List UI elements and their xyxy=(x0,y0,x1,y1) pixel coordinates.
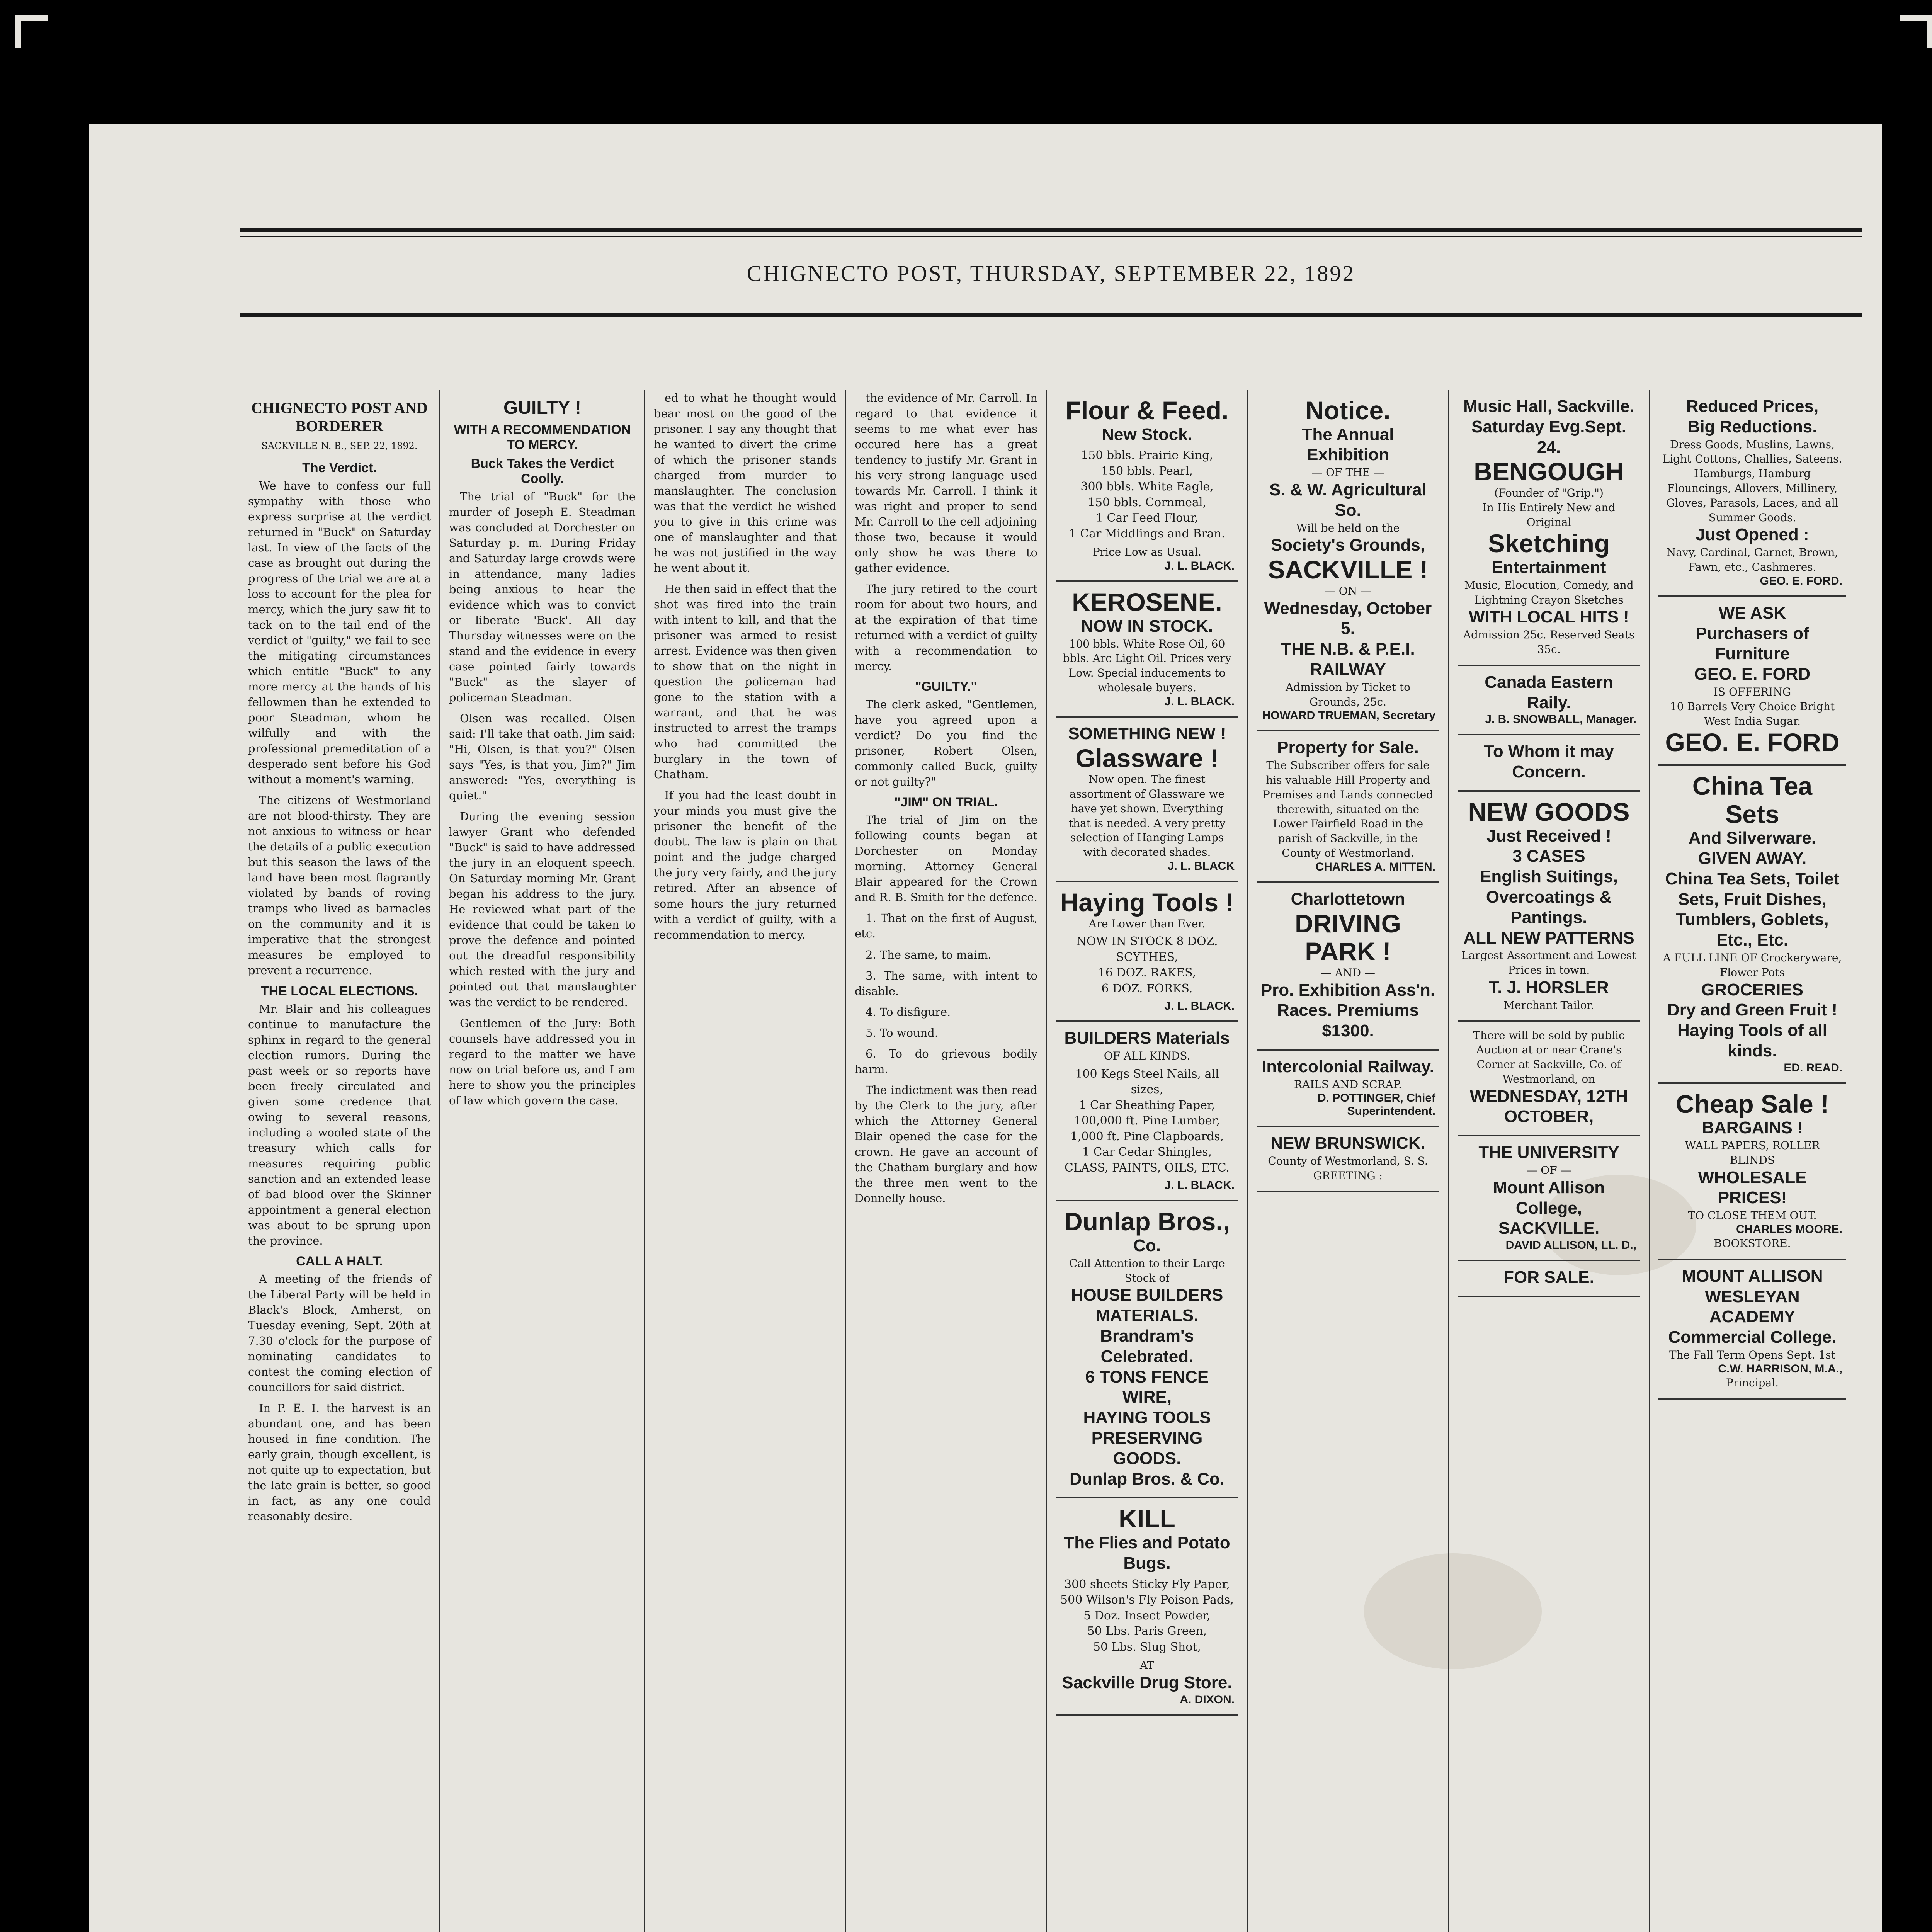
ad-body: 100 bbls. White Rose Oil, 60 bbls. Arc Light Oil. Prices very Low. Special inducements to wholesale buyers. xyxy=(1063,637,1231,694)
masthead xyxy=(240,228,1862,367)
article-text: The clerk asked, "Gentlemen, have you agreed upon a verdict? Do you find the prisoner, Robert Olsen, commonly called Buck, guilty or not guilty?" xyxy=(855,698,1037,789)
ad-note: GREETING : xyxy=(1313,1169,1383,1182)
ad-subhead: Dry and Green Fruit ! xyxy=(1667,1000,1838,1020)
headline-verdict: The Verdict. xyxy=(302,461,377,475)
column-editorial xyxy=(240,390,440,1932)
ad-note: Will be held on the xyxy=(1296,521,1400,534)
ad-note: Principal. xyxy=(1726,1376,1779,1389)
ad-note: BOOKSTORE. xyxy=(1714,1237,1791,1250)
ad-subhead: Charlottetown xyxy=(1291,889,1405,908)
ad-list-item: 1 Car Sheathing Paper, xyxy=(1079,1098,1215,1112)
dateline: SACKVILLE N. B., SEP. 22, 1892. xyxy=(261,440,418,451)
ad-subhead: S. & W. Agricultural So. xyxy=(1269,480,1427,520)
ad-cheap-sale xyxy=(1658,1084,1846,1260)
ad-signature: GEO. E. FORD xyxy=(1665,728,1840,757)
ad-kill xyxy=(1056,1498,1238,1715)
ad-headline: BENGOUGH xyxy=(1474,457,1624,486)
ad-subhead: County of Westmorland, S. S. xyxy=(1268,1155,1428,1168)
ad-headline: Big Reductions. xyxy=(1687,417,1817,436)
ad-subhead: WHOLESALE PRICES! xyxy=(1698,1168,1807,1208)
ad-university xyxy=(1458,1136,1640,1261)
masthead-rule xyxy=(240,228,1862,232)
ad-list xyxy=(1060,448,1235,542)
subhead: Buck Takes the Verdict Coolly. xyxy=(471,456,614,486)
ad-subhead: China Tea Sets, Toilet Sets, Fruit Dishes, Tumblers, Goblets, Etc., Etc. xyxy=(1665,869,1840,950)
ad-headline: China Tea Sets xyxy=(1692,771,1813,828)
ad-body: WALL PAPERS, ROLLER BLINDS xyxy=(1685,1139,1820,1167)
ad-new-goods xyxy=(1458,792,1640,1022)
ad-china xyxy=(1658,766,1846,1084)
article-text: A meeting of the friends of the Liberal Party will be held in Black's Block, Amherst, on Tuesday evening, Sept. 20th at 7.30 o'clock for the purpose of nominating candidates to contest the coming election of councillors for said district. xyxy=(248,1272,431,1394)
ad-body: 10 Barrels Very Choice Bright West India Sugar. xyxy=(1670,700,1835,728)
ad-note: AT xyxy=(1139,1659,1155,1672)
ad-list-item: CLASS, PAINTS, OILS, ETC. xyxy=(1064,1161,1230,1175)
ad-subhead: 3 CASES xyxy=(1512,847,1585,866)
ad-headline: Reduced Prices, xyxy=(1686,397,1819,416)
ad-list-item: 150 bbls. Cornmeal, xyxy=(1087,495,1207,509)
ad-list-item: 300 bbls. White Eagle, xyxy=(1080,480,1214,494)
article-text: Mr. Blair and his colleagues continue to manufacture the sphinx in regard to the general election rumors. During the past week or so reports have been freely circulated and given some credence that owing to several reasons, including a wooled state of the treasury which calls for measures requiring public sanction and an extended lease of bad blood over the Skinner appointment a general election was about to be sprung upon the province. xyxy=(248,1002,431,1247)
ad-note: In His Entirely New and Original xyxy=(1482,501,1616,529)
ad-headline: FOR SALE. xyxy=(1503,1268,1594,1287)
ad-subhead: RAILS AND SCRAP. xyxy=(1294,1078,1402,1091)
ad-headline: Notice. xyxy=(1305,396,1391,425)
ad-subhead: And Silverware. xyxy=(1688,828,1816,848)
ad-subhead: GIVEN AWAY. xyxy=(1698,849,1807,868)
article-text: the evidence of Mr. Carroll. In regard to that evidence it seems to me what ever has occured here has a great tendency to justify Mr. Grant in his very strong language used towards Mr. Carroll. I think it was right and proper to send Mr. Carroll to the cell adjoining those two, because it would only show he was there to gather evidence. xyxy=(855,391,1037,575)
ad-list-item: 150 bbls. Pearl, xyxy=(1101,464,1193,478)
ad-subhead: NOW IN STOCK. xyxy=(1081,616,1213,636)
headline-guilty: GUILTY ! xyxy=(503,398,581,418)
ad-signature: J. B. SNOWBALL, Manager. xyxy=(1485,713,1636,726)
ad-headline: Flour & Feed. xyxy=(1065,396,1229,425)
ad-note: IS OFFERING xyxy=(1713,685,1791,698)
ad-intercolonial xyxy=(1257,1051,1439,1128)
ad-note: Admission 25c. Reserved Seats 35c. xyxy=(1463,628,1635,656)
ad-body: Hamburgs, Hamburg Flouncings, Allovers, Millinery, Gloves, Parasols, Laces, and all Summer Goods. xyxy=(1666,467,1838,524)
article-text: He then said in effect that the shot was fired into the train with intent to kill, and that the prisoner was armed to resist arrest. Evidence was then given to show that on the night in question the policeman had gone to the station with a warrant, and that he was instructed to arrest the tramps who had committed the burglary in the town of Chatham. xyxy=(654,582,837,781)
ad-list-item: NOW IN STOCK 8 DOZ. SCYTHES, xyxy=(1076,935,1218,964)
headline-jim: "JIM" ON TRIAL. xyxy=(894,795,998,810)
ad-note: The Fall Term Opens Sept. 1st xyxy=(1669,1349,1836,1362)
ad-body: The Subscriber offers for sale his valuable Hill Property and Premises and Lands connected therewith, situated on the Lower Fairfield Road in the parish of Sackville, in the County of Westmorland. xyxy=(1262,759,1434,859)
ad-signature: Dunlap Bros. & Co. xyxy=(1070,1469,1225,1488)
ad-headline: WESLEYAN ACADEMY xyxy=(1705,1287,1800,1327)
ad-note: Merchant Tailor. xyxy=(1503,998,1594,1012)
count-item: 5. To wound. xyxy=(866,1026,939,1039)
ad-note: — ON — xyxy=(1324,584,1372,597)
ad-headline: Sackville Drug Store. xyxy=(1062,1673,1232,1692)
ad-headline: Purchasers of Furniture xyxy=(1696,624,1809,663)
ad-headline: Property for Sale. xyxy=(1277,738,1419,757)
ad-signature: A. DIXON. xyxy=(1180,1693,1235,1706)
ad-note: Price Low as Usual. xyxy=(1092,546,1202,559)
ad-headline: To Whom it may Concern. xyxy=(1484,742,1614,782)
ad-list-item: 1 Car Feed Flour, xyxy=(1095,511,1199,525)
ad-subhead: New Stock. xyxy=(1102,425,1192,444)
ad-subhead: SACKVILLE. xyxy=(1498,1219,1600,1238)
ad-headline: KILL xyxy=(1119,1504,1175,1533)
ad-headline: Intercolonial Railway. xyxy=(1262,1057,1434,1076)
ad-subhead: Just Opened : xyxy=(1696,525,1809,544)
ad-builders xyxy=(1056,1022,1238,1201)
newspaper-page xyxy=(89,124,1882,1932)
ad-list-item: 100,000 ft. Pine Lumber, xyxy=(1074,1114,1220,1128)
article-text: The jury retired to the court room for about two hours, and at the expiration of that time returned with a verdict of guilty with a recommendation to mercy. xyxy=(855,582,1037,673)
ad-headline: PRESERVING GOODS. xyxy=(1091,1428,1203,1468)
ad-for-sale xyxy=(1458,1261,1640,1297)
count-item: 2. The same, to maim. xyxy=(866,948,992,961)
ad-headline: 6 TONS FENCE WIRE, xyxy=(1085,1367,1209,1407)
ad-list xyxy=(1060,1066,1235,1176)
ad-signature: J. L. BLACK. xyxy=(1164,560,1235,573)
ad-reduced-prices xyxy=(1658,390,1846,597)
ad-glassware xyxy=(1056,718,1238,882)
ad-bengough xyxy=(1458,390,1640,666)
ad-headline: Co. xyxy=(1133,1236,1161,1255)
ad-list-item: 6 DOZ. FORKS. xyxy=(1101,981,1193,995)
ad-subhead: Call Attention to their Large Stock of xyxy=(1069,1257,1225,1284)
ad-headline: SACKVILLE ! xyxy=(1268,555,1428,584)
ad-headline: NEW GOODS xyxy=(1468,797,1630,826)
ad-subhead: MOUNT ALLISON xyxy=(1682,1266,1823,1286)
ad-academy xyxy=(1658,1260,1846,1400)
ad-subhead: Wednesday, October 5. xyxy=(1264,599,1432,638)
column-music-hall xyxy=(1449,390,1650,1932)
ad-list-item: 500 Wilson's Fly Poison Pads, xyxy=(1060,1593,1234,1607)
masthead-rule xyxy=(240,313,1862,317)
ad-subhead: OF ALL KINDS. xyxy=(1104,1049,1190,1063)
columns xyxy=(240,390,1862,1932)
article-text: The trial of "Buck" for the murder of Joseph E. Steadman was concluded at Dorchester on Saturday p. m. During Friday and Saturday large crowds were in attendance, many ladies being anxious to hear the evidence which was to convict or liberate 'Buck'. All day Thursday witnesses were on the stand and the evidence in every case pointed fairly towards "Buck" as the slayer of policeman Steadman. xyxy=(449,490,636,704)
ad-headline: Brandram's Celebrated. xyxy=(1100,1327,1194,1366)
ad-list xyxy=(1060,1577,1235,1655)
ad-body: Now open. The finest assortment of Glassware we have yet shown. Everything that is needed. A very pretty selection of Hanging Lamps with decorated shades. xyxy=(1068,773,1226,859)
ad-headline: KEROSENE. xyxy=(1072,588,1222,617)
ad-signature: GEO. E. FORD xyxy=(1694,665,1811,684)
paper-name: CHIGNECTO POST AND BORDERER xyxy=(251,399,428,435)
ad-exhibition-notice xyxy=(1257,390,1439,731)
ad-note: TO CLOSE THEM OUT. xyxy=(1688,1209,1817,1222)
ad-list-item: 50 Lbs. Slug Shot, xyxy=(1093,1640,1201,1654)
ad-headline: BUILDERS Materials xyxy=(1064,1029,1230,1048)
ad-body: There will be sold by public Auction at or near Crane's Corner at Sackville, Co. of Westmorland, on xyxy=(1473,1029,1625,1085)
ad-body: Dress Goods, Muslins, Lawns, Light Cottons, Challies, Sateens. xyxy=(1662,438,1842,466)
article-text: If you had the least doubt in your minds you must give the prisoner the benefit of the doubt. The law is plain on that point and the judge charged the jury very fairly, and the jury retired. After an absence of some hours the jury returned with a verdict of guilty, with a recommendation to mercy. xyxy=(654,789,837,941)
crop-mark-top-right xyxy=(1900,15,1932,48)
ad-signature: CHARLES MOORE. xyxy=(1736,1223,1842,1236)
ad-list-item: 16 DOZ. RAKES, xyxy=(1098,966,1196,980)
ad-list-item: 100 Kegs Steel Nails, all sizes, xyxy=(1075,1067,1219,1097)
ad-subhead: WITH LOCAL HITS ! xyxy=(1469,607,1629,627)
ad-signature: GEO. E. FORD. xyxy=(1760,574,1842,587)
column-notices xyxy=(1248,390,1449,1932)
ad-signature: J. L. BLACK. xyxy=(1164,1179,1235,1192)
ad-dunlap xyxy=(1056,1201,1238,1498)
article-text: ed to what he thought would bear most on the good of the prisoner. I say any thought that he wanted to divert the crime of which the prisoner stands charged from murder to manslaughter. The conclusion was that the verdict he wished you to give in this crime was one of manslaughter and that he was not justified in the way he went about it. xyxy=(654,391,837,575)
article-text: Olsen was recalled. Olsen said: I'll take that oath. Jim said: "Hi, Olsen, is that you?" Olsen says "Yes, is that you, Jim?" Jim answered: "Yes, everything is quiet." xyxy=(449,712,636,803)
ad-note: (Founder of "Grip.") xyxy=(1494,486,1604,499)
count-item: 4. To disfigure. xyxy=(866,1005,951,1019)
ad-headline: Cheap Sale ! xyxy=(1675,1089,1829,1118)
ad-subhead: Pro. Exhibition Ass'n. xyxy=(1260,980,1435,1000)
ad-flour xyxy=(1056,390,1238,582)
article-text: During the evening session lawyer Grant who defended "Buck" is said to have addressed the jury in an eloquent speech. On Saturday morning Mr. Grant began his address to the jury. He reviewed what part of the evidence that could be taken to prove the defence and pointed out the dreadful responsibility which rested with the jury and pointed out that manslaughter was the verdict to be rendered. xyxy=(449,810,636,1009)
ad-subhead: GROCERIES xyxy=(1701,980,1804,999)
column-jim-trial xyxy=(846,390,1047,1932)
ad-subhead: Society's Grounds, xyxy=(1270,536,1425,555)
subhead: "GUILTY." xyxy=(915,679,977,694)
count-item: 1. That on the first of August, etc. xyxy=(855,912,1037,940)
ad-body: A FULL LINE OF Crockeryware, Flower Pots xyxy=(1663,951,1842,979)
column-ford-ads xyxy=(1650,390,1855,1932)
column-trial-continued xyxy=(645,390,846,1932)
article-text: The trial of Jim on the following counts began at Dorchester on Monday morning. Attorney General Blair appeared for the Crown and R. B. Smith for the defence. xyxy=(855,813,1037,904)
ad-list-item: 150 bbls. Prairie King, xyxy=(1081,449,1213,463)
ad-headline: HOUSE BUILDERS MATERIALS. xyxy=(1071,1286,1223,1325)
ad-kerosene xyxy=(1056,582,1238,718)
ad-subhead: THE N.B. & P.E.I. RAILWAY xyxy=(1281,639,1415,679)
ad-note: Largest Assortment and Lowest Prices in town. xyxy=(1461,949,1636,977)
article-text: Gentlemen of the Jury: Both counsels have addressed you in regard to the matter we have now on trial before us, and I am here to show you the principles of law which govern the case. xyxy=(449,1016,636,1107)
ad-list-item: 1 Car Cedar Shingles, xyxy=(1082,1145,1212,1159)
ad-signature: ED. READ. xyxy=(1784,1061,1842,1074)
count-item: 3. The same, with intent to disable. xyxy=(855,969,1037,998)
column-black-ads xyxy=(1047,390,1248,1932)
ad-list-item: 5 Doz. Insect Powder, xyxy=(1083,1609,1211,1622)
ad-subhead: ALL NEW PATTERNS xyxy=(1463,928,1634,947)
ad-subhead: BARGAINS ! xyxy=(1702,1118,1803,1138)
ad-headline: Glassware ! xyxy=(1075,743,1219,772)
ad-body: Navy, Cardinal, Garnet, Brown, Fawn, etc., Cashmeres. xyxy=(1666,546,1838,573)
ad-property xyxy=(1257,731,1439,883)
ad-signature: J. L. BLACK xyxy=(1167,859,1235,872)
ad-headline: Canada Eastern Raily. xyxy=(1485,672,1613,712)
ad-list-item: 300 sheets Sticky Fly Paper, xyxy=(1064,1577,1230,1591)
article-text: We have to confess our full sympathy with those who express surprise at the verdict returned in "Buck" on Saturday last. In view of the facts of the case as brought out during the progress of the trial we are at a loss to account for the plea for mercy, which the jury saw fit to tack on to the tail end of the verdict of "guilty," we fail to see the mitigating circumstances which entitle "Buck" to any more mercy at the hands of his fellowmen than he extended to poor Steadman, whom he wilfully and with the professional premeditation of a desperado sent before his God without a moment's warning. xyxy=(248,479,431,786)
ad-subhead: Are Lower than Ever. xyxy=(1088,917,1206,930)
ad-headline: HAYING TOOLS xyxy=(1083,1408,1211,1427)
ad-signature: CHARLES A. MITTEN. xyxy=(1315,860,1435,873)
headline-halt: CALL A HALT. xyxy=(296,1253,383,1269)
ad-haying-tools xyxy=(1056,882,1238,1022)
ad-headline: Haying Tools ! xyxy=(1060,888,1234,917)
ad-signature: C.W. HARRISON, M.A., xyxy=(1718,1362,1842,1375)
ad-headline: Sketching xyxy=(1488,529,1610,558)
ad-subhead: Just Received ! xyxy=(1486,826,1611,845)
ad-subhead: WEDNESDAY, 12TH OCTOBER, xyxy=(1469,1087,1628,1126)
ad-signature: J. L. BLACK. xyxy=(1164,1000,1235,1013)
ad-signature: J. L. BLACK. xyxy=(1164,695,1235,708)
ad-list-item: 1,000 ft. Pine Clapboards, xyxy=(1070,1129,1224,1143)
ad-subhead: Saturday Evg.Sept. 24. xyxy=(1471,417,1626,457)
column-trial xyxy=(440,390,645,1932)
ad-subhead: Entertainment xyxy=(1492,558,1606,577)
ad-subhead: Races. Premiums $1300. xyxy=(1277,1001,1419,1041)
article-text: In P. E. I. the harvest is an abundant one, and has been housed in fine condition. The early grain, though excellent, is not quite up to expectation, but the late grain is better, so good in fact, as any one could reasonably desire. xyxy=(248,1401,431,1523)
count-item: 6. To do grievous bodily harm. xyxy=(855,1047,1037,1076)
ad-headline: Dunlap Bros., xyxy=(1064,1207,1230,1236)
ad-signature: DAVID ALLISON, LL. D., xyxy=(1505,1239,1636,1252)
masthead-title: CHIGNECTO POST, THURSDAY, SEPTEMBER 22, 1892 xyxy=(747,261,1355,286)
ad-driving-park xyxy=(1257,883,1439,1051)
ad-subhead: Commercial College. xyxy=(1668,1328,1837,1347)
subhead: WITH A RECOMMENDATION TO MERCY. xyxy=(454,422,631,452)
ad-signature: D. POTTINGER, Chief Superintendent. xyxy=(1317,1092,1435,1118)
ad-subhead: The Annual Exhibition xyxy=(1302,425,1394,464)
ad-furniture xyxy=(1658,597,1846,766)
ad-subhead: English Suitings, Overcoatings & Pantings. xyxy=(1480,867,1618,927)
article-text: The indictment was then read by the Clerk to the jury, after which the Attorney General Blair opened the case for the crown. He gave an account of the Chatham burglary and how the three men went to the Donnelly house. xyxy=(855,1083,1037,1205)
ad-body: Music, Elocution, Comedy, and Lightning Crayon Sketches xyxy=(1464,578,1634,606)
ad-subhead: The Flies and Potato Bugs. xyxy=(1064,1533,1230,1573)
ad-new-brunswick xyxy=(1257,1127,1439,1192)
ad-note: — AND — xyxy=(1321,966,1375,979)
ad-subhead: Haying Tools of all kinds. xyxy=(1677,1021,1827,1060)
ad-headline: NEW BRUNSWICK. xyxy=(1270,1134,1425,1153)
article-text: The citizens of Westmorland are not blood-thirsty. They are not anxious to witness or hear the details of a public execution but this season the laws of the land have been most flagrantly violated by bands of roving tramps who lived as barnacles on the community and it is imperative that the strongest measures be employed to prevent a recurrence. xyxy=(248,794,431,977)
ad-headline: WE ASK xyxy=(1718,603,1786,622)
ad-canada-eastern xyxy=(1458,666,1640,736)
ad-note: Admission by Ticket to Grounds, 25c. xyxy=(1286,680,1410,708)
ad-signature: T. J. HORSLER xyxy=(1489,978,1609,997)
ad-headline: DRIVING PARK ! xyxy=(1294,909,1401,966)
ad-headline: SOMETHING NEW ! xyxy=(1068,724,1226,743)
headline-elections: THE LOCAL ELECTIONS. xyxy=(260,983,418,998)
ad-auction xyxy=(1458,1022,1640,1137)
ad-headline: Mount Allison College, xyxy=(1493,1178,1605,1218)
ad-subhead: THE UNIVERSITY xyxy=(1478,1143,1619,1162)
ad-list xyxy=(1060,934,1235,997)
ad-note: — OF — xyxy=(1526,1164,1571,1177)
ad-subhead: Music Hall, Sackville. xyxy=(1463,397,1634,416)
ad-note: — OF THE — xyxy=(1311,466,1384,479)
ad-list-item: 1 Car Middlings and Bran. xyxy=(1069,527,1225,541)
ad-list-item: 50 Lbs. Paris Green, xyxy=(1087,1624,1207,1638)
ad-to-whom xyxy=(1458,735,1640,792)
crop-mark-top-left xyxy=(15,15,48,48)
ad-signature: HOWARD TRUEMAN, Secretary xyxy=(1262,709,1435,722)
